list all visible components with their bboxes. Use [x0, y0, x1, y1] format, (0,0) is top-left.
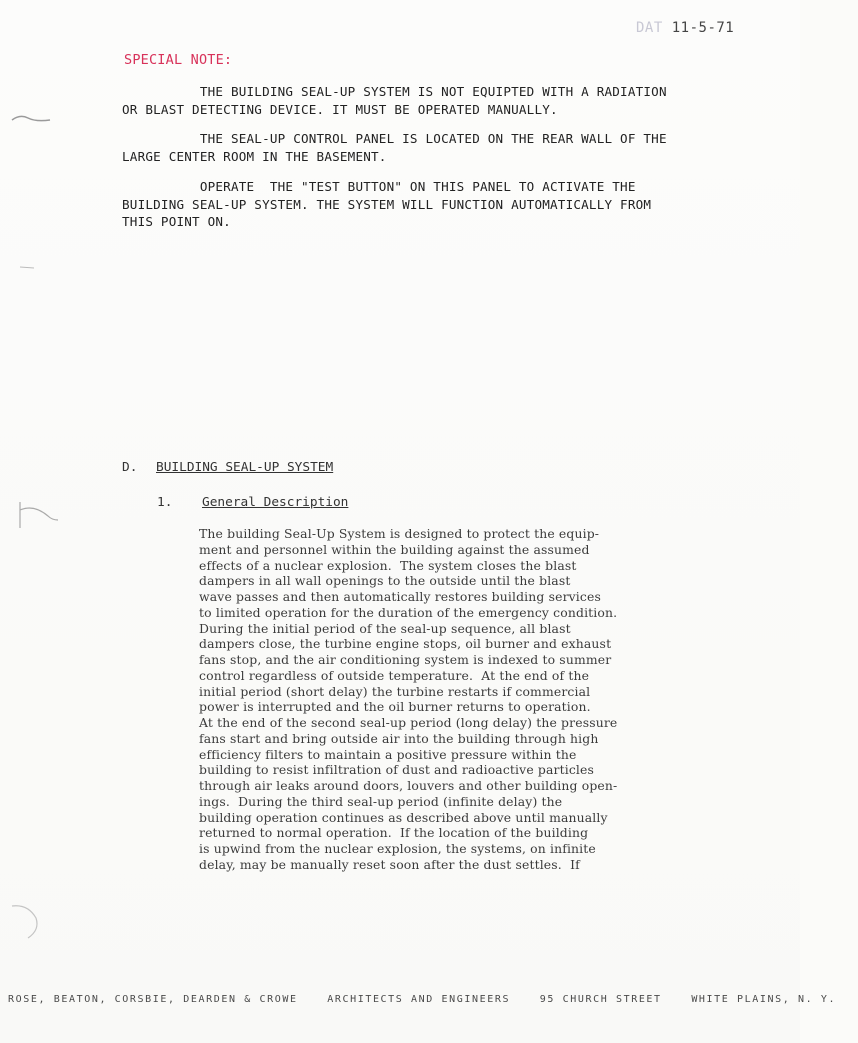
date-stamp: [636, 20, 734, 36]
subsection-number: 1.: [157, 495, 173, 510]
punch-hole-mark-2: [6, 900, 46, 944]
special-note-heading: SPECIAL NOTE:: [124, 52, 233, 68]
subsection-title: General Description: [202, 495, 349, 510]
footer-firm: ROSE, BEATON, CORSBIE, DEARDEN & CROWE: [8, 994, 298, 1005]
date-value: 11-5-71: [671, 20, 735, 36]
date-smudge: DAT: [636, 20, 663, 36]
section-letter: D.: [122, 460, 138, 475]
footer-role: ARCHITECTS AND ENGINEERS: [327, 994, 511, 1005]
general-description-body: The building Seal-Up System is designed to protect the equip- ment and personnel within the building against the assumed effects of a nuclear explosion. The system closes the blast dampers in all wall openings to the outside until the blast wave passes and then automatically restores building services to limited operation for the duration of the emergency condition. During the initial period of the seal-up sequence, all blast dampers close, the turbine engine stops, oil burner and exhaust fans stop, and the air conditioning system is indexed to summer control regardless of outside temperature. At the end of the initial period (short delay) the turbine restarts if commercial power is interrupted and the oil burner returns to operation. At the end of the second seal-up period (long delay) the pressure fans start and bring outside air into the building through high efficiency filters to maintain a positive pressure within the building to resist infiltration of dust and radioactive particles through air leaks around doors, louvers and other building open- ings. During the third seal-up period (infinite delay) the building operation continues as described above until manually returned to normal operation. If the location of the building is upwind from the nuclear explosion, the systems, on infinite delay, may be manually reset soon after the dust settles. If: [199, 526, 618, 872]
footer-address: 95 CHURCH STREET: [539, 994, 662, 1005]
scan-mark-1: [10, 108, 60, 128]
special-note-paragraph-2: THE SEAL-UP CONTROL PANEL IS LOCATED ON THE REAR WALL OF THE LARGE CENTER ROOM IN THE BASEMENT.: [122, 131, 667, 164]
scan-mark-2: [18, 262, 38, 272]
section-title: BUILDING SEAL-UP SYSTEM: [156, 460, 334, 475]
footer-city: WHITE PLAINS, N. Y.: [691, 994, 837, 1005]
special-note-paragraph-3: OPERATE THE "TEST BUTTON" ON THIS PANEL TO ACTIVATE THE BUILDING SEAL-UP SYSTEM. THE SYSTEM WILL FUNCTION AUTOMATICALLY FROM THIS POINT ON.: [122, 179, 652, 229]
special-note-paragraph-1: THE BUILDING SEAL-UP SYSTEM IS NOT EQUIPTED WITH A RADIATION OR BLAST DETECTING DEVICE. IT MUST BE OPERATED MANUALLY.: [122, 84, 667, 117]
letterhead-footer: [8, 994, 858, 1005]
punch-hole-mark-1: [14, 498, 60, 534]
